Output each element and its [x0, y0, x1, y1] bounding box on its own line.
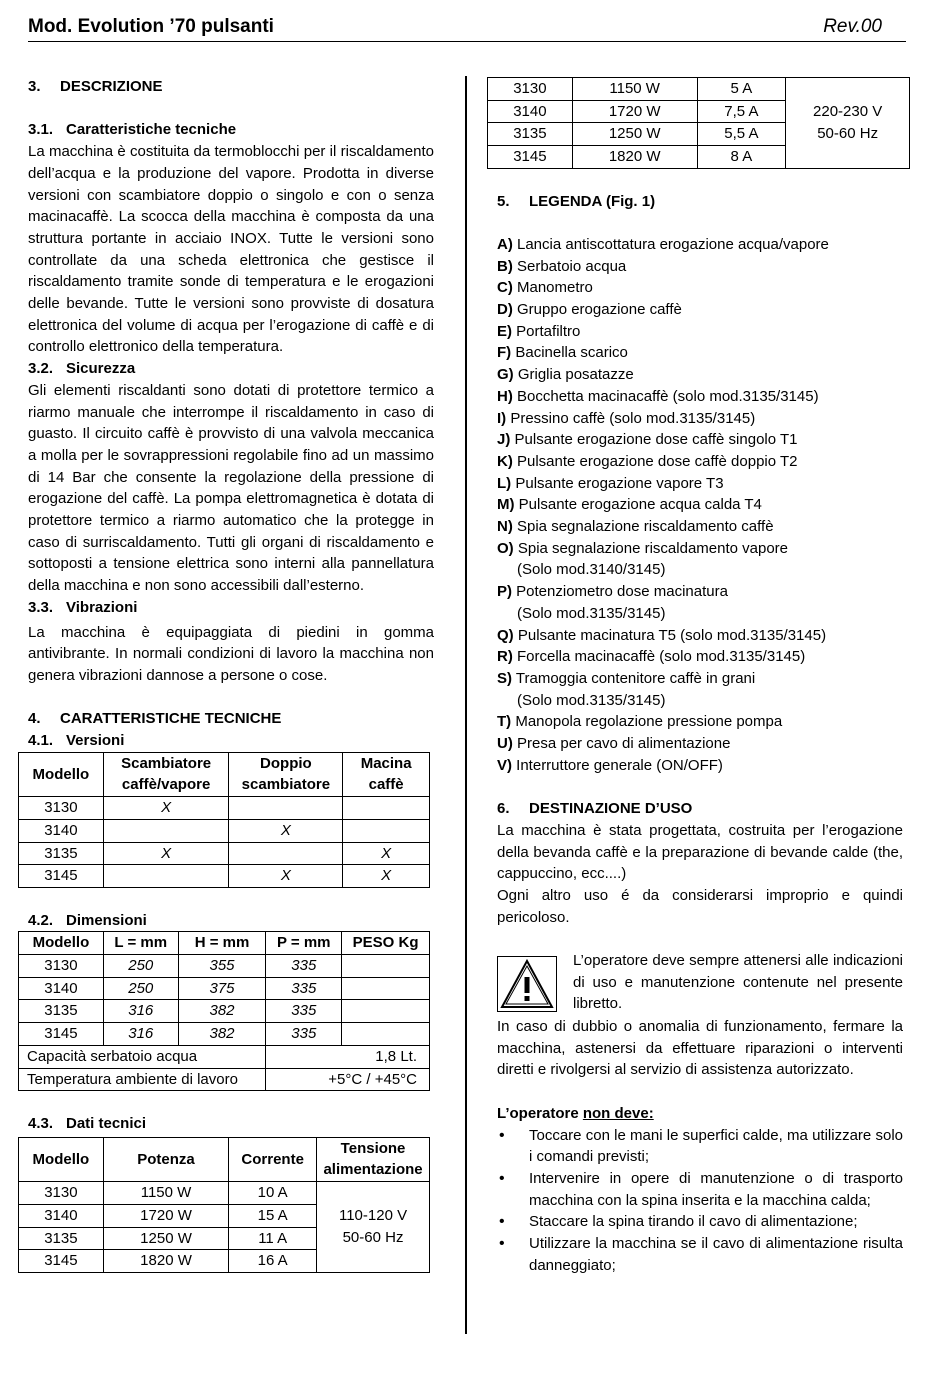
list-item: • Toccare con le mani le superfici calde, ma utilizzare solo i comandi previsti; — [497, 1125, 903, 1168]
warning-text: L’operatore deve sempre attenersi alle indicazioni di uso e manutenzione contenute nel presente libretto. — [573, 952, 903, 1013]
list-item: • Utilizzare la macchina se il cavo di alimentazione risulta danneggiato; — [497, 1233, 903, 1276]
table-header: L = mm — [103, 932, 178, 955]
table-row: 3130 250 355 335 — [19, 955, 430, 978]
table-row: 3135 1250 W 11 A — [19, 1227, 430, 1250]
legend-item: C) Manometro — [497, 279, 593, 297]
table-row: 3135 X X — [19, 842, 430, 865]
operator-prohibitions-list — [497, 1125, 903, 1277]
section-3-heading: 3. DESCRIZIONE — [28, 78, 163, 95]
legend-item: E) Portafiltro — [497, 322, 581, 340]
section-4-3-heading: 4.3. Dati tecnici — [28, 1114, 147, 1132]
table-header: Corrente — [229, 1137, 317, 1181]
right-column — [497, 76, 903, 1276]
legend-item-note: (Solo mod.3140/3145) — [517, 561, 666, 579]
improper-use-text: Ogni altro uso é da considerarsi improprio e quindi pericoloso. — [497, 886, 903, 926]
table-row: 3140 1720 W 7,5 A — [488, 100, 910, 123]
legend-item: R) Forcella macinacaffè (solo mod.3135/3145) — [497, 648, 806, 666]
warning-icon — [497, 956, 557, 1012]
legend-item: V) Interruttore generale (ON/OFF) — [497, 756, 723, 774]
table-row: 3145 316 382 335 — [19, 1023, 430, 1046]
column-divider — [465, 76, 467, 1334]
section-3-3-heading: 3.3. Vibrazioni — [28, 598, 138, 616]
section-4-2-heading: 4.2. Dimensioni — [28, 911, 147, 929]
table-header: Modello — [19, 932, 104, 955]
legend-item: J) Pulsante erogazione dose caffè singolo T1 — [497, 431, 798, 449]
technical-data-table — [18, 1137, 430, 1273]
legend-item: N) Spia segnalazione riscaldamento caffè — [497, 518, 774, 536]
table-header: Modello — [19, 1137, 104, 1181]
section-4-1-heading: 4.1. Versioni — [28, 732, 125, 750]
table-header: Macina caffè — [343, 752, 430, 796]
table-row: 3145 X X — [19, 865, 430, 888]
revision-label: Rev.00 — [823, 16, 882, 37]
capacity-row: Capacità serbatoio acqua 1,8 Lt. — [19, 1045, 430, 1068]
section-5-heading: 5. LEGENDA (Fig. 1) — [497, 192, 656, 210]
section-3-1-text: La macchina è costituita da termoblocchi per il riscaldamento dell’acqua e la produzione del vapore. Prodotta in diverse versioni con scambiatore doppio o singolo e con o senza macinacaffè. La scocca della macchina è composta da una struttura portante in acciaio INOX. Tutte le versioni sono controllate da una scheda elettronica che gestisce il riscaldamento tramite sonde di temperatura e le erogazioni delle bevande. Tutte le versioni sono provviste di dosatura elettronica del volume di acqua per l’erogazione di caffè e di controllo elettronico della temperatura. — [28, 143, 434, 356]
table-row: 3135 316 382 335 — [19, 1000, 430, 1023]
table-header: PESO Kg — [342, 932, 430, 955]
legend-item: L) Pulsante erogazione vapore T3 — [497, 474, 724, 492]
table-header: Doppio scambiatore — [229, 752, 343, 796]
left-column — [28, 76, 434, 1273]
table-row: 3145 1820 W 16 A — [19, 1250, 430, 1273]
versions-table — [18, 752, 430, 888]
warning-block — [497, 950, 903, 1016]
legend-item-note: (Solo mod.3135/3145) — [517, 691, 666, 709]
section-6-heading: 6. DESTINAZIONE D’USO — [497, 800, 693, 818]
section-3-2-heading: 3.2. Sicurezza — [28, 360, 136, 378]
voltage-cell: 220-230 V 50-60 Hz — [786, 78, 910, 169]
table-row: 3140 250 375 335 — [19, 977, 430, 1000]
legend-item: M) Pulsante erogazione acqua calda T4 — [497, 496, 762, 514]
table-row: 3135 1250 W 5,5 A — [488, 123, 910, 146]
temperature-row: Temperatura ambiente di lavoro +5°C / +45°C — [19, 1068, 430, 1091]
legend-item: A) Lancia antiscottatura erogazione acqua/vapore — [497, 235, 829, 253]
section-3-3-text: La macchina è equipaggiata di piedini in gomma antivibrante. In normali condizioni di lavoro la macchina non genera vibrazioni dannose a persone o cose. — [28, 623, 434, 684]
table-row: 3130 1150 W 10 A 110-120 V 50-60 Hz — [19, 1182, 430, 1205]
operator-heading: L’operatore non deve: — [497, 1104, 654, 1122]
legend-item: P) Potenziometro dose macinatura — [497, 583, 728, 601]
legend-item: O) Spia segnalazione riscaldamento vapore — [497, 539, 789, 557]
table-header: P = mm — [266, 932, 342, 955]
anomaly-text: In caso di dubbio o anomalia di funzionamento, fermare la macchina, astenersi da effettuare riparazioni o interventi diretti e rivolgersi al servizio di assistenza autorizzato. — [497, 1018, 903, 1079]
legend-item: F) Bacinella scarico — [497, 344, 628, 362]
table-row: 3130 1150 W 5 A 220-230 V 50-60 Hz — [488, 78, 910, 101]
legend-list — [497, 234, 903, 777]
table-header: Modello — [19, 752, 104, 796]
legend-item: I) Pressino caffè (solo mod.3135/3145) — [497, 409, 756, 427]
section-3-2-text: Gli elementi riscaldanti sono dotati di protettore termico a riarmo manuale che interrompe il riscaldamento in caso di guasto. Il circuito caffè è provvisto di una valvola meccanica a molla per le sovrappressioni regolabile fino ad un massimo di 14 Bar che consente la regolazione della pressione di erogazione del caffè. La pompa elettromagnetica è dotata di protettore termico a riarmo automatico che la protegge in caso di surriscaldamento. Tutti gli organi di riscaldamento e sottoposti a tensione elettrica sono interni alla pannellatura della macchina e non sono accessibili dall’esterno. — [28, 381, 434, 595]
table-row: 3145 1820 W 8 A — [488, 146, 910, 169]
intended-use-text: La macchina è stata progettata, costruita per l’erogazione della bevanda caffè e la preparazione di bevande calde (the, cappuccino, ecc....) — [497, 821, 903, 883]
table-header: H = mm — [178, 932, 266, 955]
section-3-1-heading: 3.1. Caratteristiche tecniche — [28, 121, 237, 139]
legend-item: D) Gruppo erogazione caffè — [497, 301, 682, 318]
table-header: Scambiatore caffè/vapore — [103, 752, 229, 796]
legend-item: K) Pulsante erogazione dose caffè doppio T2 — [497, 452, 798, 470]
document-title: Mod. Evolution ’70 pulsanti — [28, 16, 274, 37]
list-item: • Staccare la spina tirando il cavo di alimentazione; — [497, 1211, 903, 1233]
page-header — [28, 14, 906, 42]
legend-item: U) Presa per cavo di alimentazione — [497, 735, 731, 753]
technical-data-table-230v — [487, 77, 910, 169]
legend-item: Q) Pulsante macinatura T5 (solo mod.3135/3145) — [497, 626, 827, 644]
section-4-heading: 4. CARATTERISTICHE TECNICHE — [28, 710, 282, 728]
legend-item: S) Tramoggia contenitore caffè in grani — [497, 669, 756, 687]
table-row: 3140 1720 W 15 A — [19, 1204, 430, 1227]
table-row: 3130 X — [19, 797, 430, 820]
legend-item-note: (Solo mod.3135/3145) — [517, 604, 666, 622]
dimensions-table — [18, 931, 430, 1091]
legend-item: G) Griglia posatazze — [497, 366, 634, 384]
legend-item: B) Serbatoio acqua — [497, 257, 627, 275]
table-header: Potenza — [103, 1137, 228, 1181]
table-header: Tensione alimentazione — [317, 1137, 430, 1181]
legend-item: H) Bocchetta macinacaffè (solo mod.3135/3145) — [497, 387, 819, 405]
legend-item: T) Manopola regolazione pressione pompa — [497, 713, 783, 731]
table-row: 3140 X — [19, 819, 430, 842]
list-item: • Intervenire in opere di manutenzione o di trasporto macchina con la spina inserita e la macchina calda; — [497, 1168, 903, 1211]
voltage-cell: 110-120 V 50-60 Hz — [317, 1182, 430, 1273]
